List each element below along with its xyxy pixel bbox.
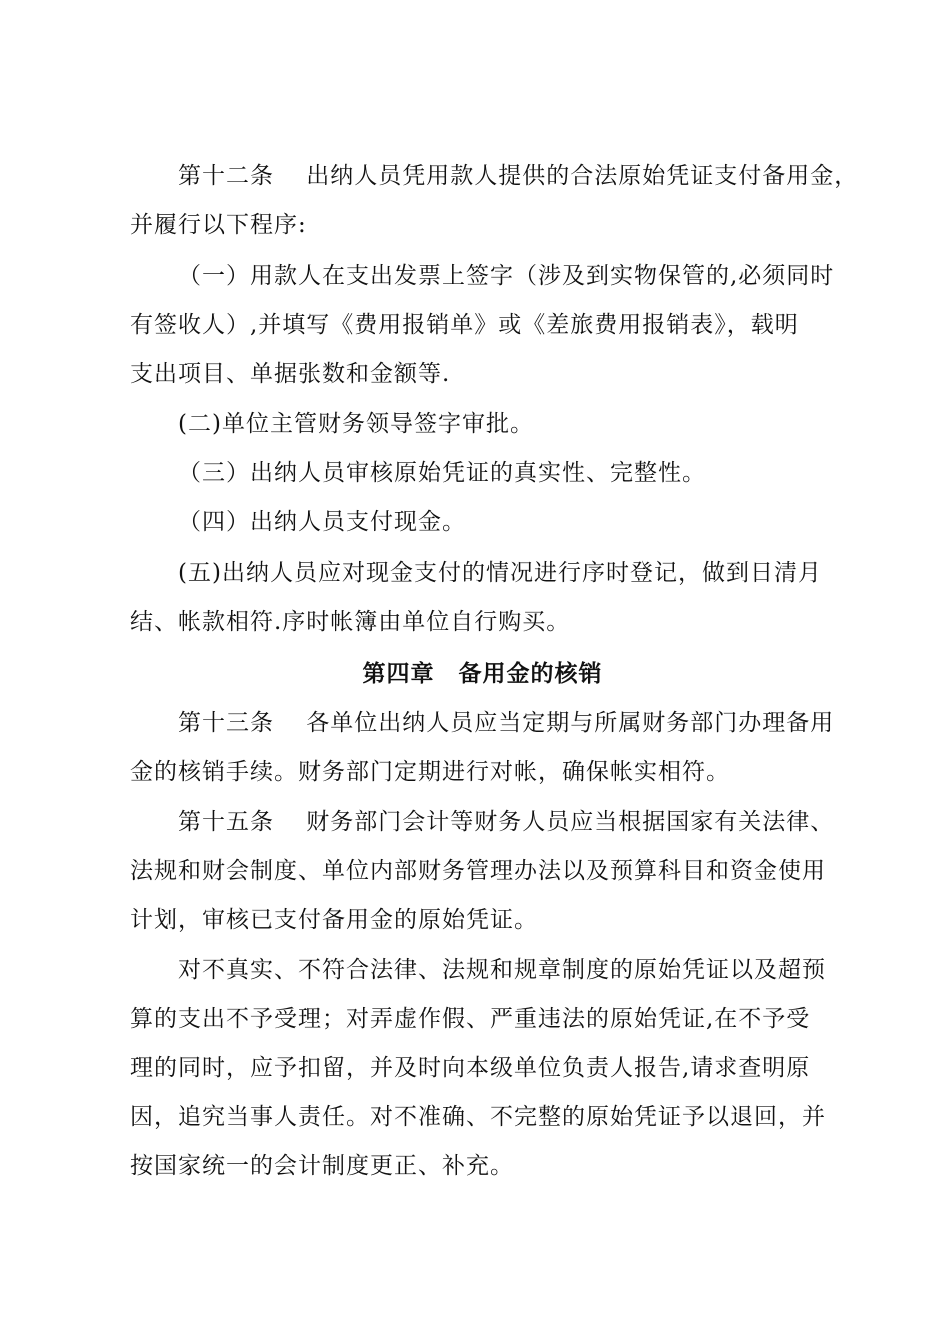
article-15-line-1: 第十五条 财务部门会计等财务人员应当根据国家有关法律、 bbox=[178, 809, 835, 835]
procedure-item-3 bbox=[130, 449, 835, 498]
final-paragraph-line-2: 算的支出不予受理；对弄虚作假、严重违法的原始凭证,在不予受 bbox=[130, 1006, 811, 1032]
article-15-line-2: 法规和财会制度、单位内部财务管理办法以及预算科目和资金使用 bbox=[130, 858, 826, 884]
article-13-line-1: 第十三条 各单位出纳人员应当定期与所属财务部门办理备用 bbox=[178, 710, 835, 736]
article-12-paragraph bbox=[130, 152, 859, 250]
procedure-item-5 bbox=[130, 549, 835, 647]
article-15-line-3: 计划，审核已支付备用金的原始凭证。 bbox=[130, 907, 538, 933]
chapter-4-heading: 第四章 备用金的核销 bbox=[362, 661, 603, 687]
article-15-paragraph bbox=[130, 798, 835, 945]
article-12-line-1: 第十二条 出纳人员凭用款人提供的合法原始凭证支付备用金， bbox=[178, 163, 859, 189]
procedure-item-1-line-2: 有签收人）,并填写《费用报销单》或《差旅费用报销表》，载明 bbox=[130, 312, 799, 338]
final-paragraph bbox=[130, 946, 835, 1191]
procedure-item-4 bbox=[130, 498, 835, 547]
procedure-item-5-line-1: (五)出纳人员应对现金支付的情况进行序时登记，做到日清月 bbox=[178, 560, 822, 586]
procedure-item-1-line-3: 支出项目、单据张数和金额等. bbox=[130, 361, 451, 387]
article-13-paragraph bbox=[130, 699, 835, 797]
article-12-line-2: 并履行以下程序: bbox=[130, 212, 307, 238]
final-paragraph-line-1: 对不真实、不符合法律、法规和规章制度的原始凭证以及超预 bbox=[178, 957, 826, 983]
procedure-item-1 bbox=[130, 252, 835, 399]
final-paragraph-line-5: 按国家统一的会计制度更正、补充。 bbox=[130, 1153, 514, 1179]
final-paragraph-line-3: 理的同时，应予扣留，并及时向本级单位负责人报告,请求查明原 bbox=[130, 1055, 811, 1081]
procedure-item-5-line-2: 结、帐款相符.序时帐簿由单位自行购买。 bbox=[130, 609, 571, 635]
procedure-item-2 bbox=[130, 400, 835, 449]
procedure-item-4-line-1: （四）出纳人员支付现金。 bbox=[178, 509, 466, 535]
procedure-item-1-line-1: （一）用款人在支出发票上签字（涉及到实物保管的,必须同时 bbox=[178, 263, 835, 289]
final-paragraph-line-4: 因，追究当事人责任。对不准确、不完整的原始凭证予以退回，并 bbox=[130, 1104, 826, 1130]
article-13-line-2: 金的核销手续。财务部门定期进行对帐，确保帐实相符。 bbox=[130, 759, 730, 785]
procedure-item-2-line-1: (二)单位主管财务领导签字审批。 bbox=[178, 411, 534, 437]
procedure-item-3-line-1: （三）出纳人员审核原始凭证的真实性、完整性。 bbox=[178, 460, 706, 486]
